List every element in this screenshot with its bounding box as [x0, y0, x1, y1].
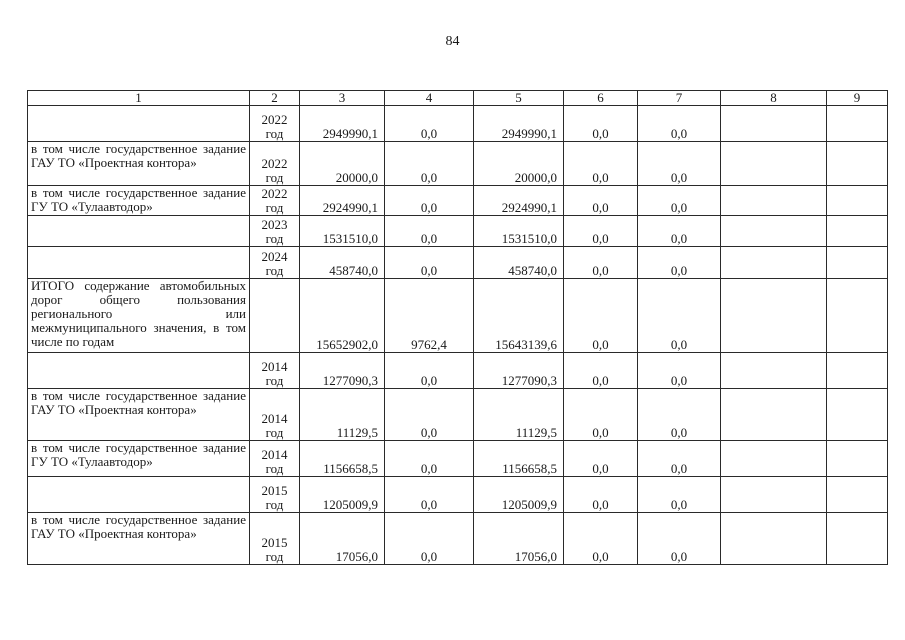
- year-cell: [250, 106, 300, 142]
- column-header: 2: [250, 91, 300, 106]
- amount-total: 1156658,5: [300, 441, 385, 477]
- amount-total: 20000,0: [300, 142, 385, 186]
- year-value: 2024: [261, 249, 288, 264]
- col-9-cell: [827, 441, 888, 477]
- row-description: ИТОГО содержание автомобильных дорог общего пользования регионального или межмуниципального значения, в том числе по годам: [28, 279, 250, 353]
- year-cell: [250, 389, 300, 441]
- amount-federal: 0,0: [385, 106, 474, 142]
- column-header: 5: [474, 91, 564, 106]
- amount-total: 458740,0: [300, 247, 385, 279]
- amount-federal: 0,0: [385, 513, 474, 565]
- amount-federal: 0,0: [385, 247, 474, 279]
- row-description: в том числе государственное задание ГАУ ТО «Проектная контора»: [28, 389, 250, 441]
- amount-municipal: 0,0: [564, 216, 638, 247]
- table-row: [28, 216, 888, 247]
- col-9-cell: [827, 389, 888, 441]
- column-header: 9: [827, 91, 888, 106]
- col-8-cell: [721, 441, 827, 477]
- table-row: [28, 513, 888, 565]
- col-8-cell: [721, 389, 827, 441]
- col-8-cell: [721, 477, 827, 513]
- table-row: [28, 477, 888, 513]
- column-header: 4: [385, 91, 474, 106]
- amount-regional: 1531510,0: [474, 216, 564, 247]
- year-unit: год: [265, 170, 284, 185]
- amount-regional: 20000,0: [474, 142, 564, 186]
- year-value: 2022: [261, 186, 288, 201]
- year-cell: [250, 441, 300, 477]
- col-9-cell: [827, 106, 888, 142]
- column-header: 1: [28, 91, 250, 106]
- col-9-cell: [827, 279, 888, 353]
- year-unit: год: [265, 231, 284, 246]
- table-row: [28, 142, 888, 186]
- year-unit: год: [265, 200, 284, 215]
- row-description: в том числе государственное задание ГУ ТО «Тулаавтодор»: [28, 186, 250, 216]
- column-header: 6: [564, 91, 638, 106]
- amount-total: 2949990,1: [300, 106, 385, 142]
- amount-federal: 0,0: [385, 142, 474, 186]
- amount-other: 0,0: [638, 279, 721, 353]
- amount-regional: 1205009,9: [474, 477, 564, 513]
- amount-total: 11129,5: [300, 389, 385, 441]
- col-9-cell: [827, 353, 888, 389]
- amount-federal: 0,0: [385, 389, 474, 441]
- table-row: [28, 106, 888, 142]
- col-8-cell: [721, 513, 827, 565]
- amount-municipal: 0,0: [564, 477, 638, 513]
- year-unit: год: [265, 373, 284, 388]
- table-row: [28, 247, 888, 279]
- year-cell: [250, 353, 300, 389]
- amount-total: 17056,0: [300, 513, 385, 565]
- amount-regional: 2924990,1: [474, 186, 564, 216]
- row-description: [28, 106, 250, 142]
- year-cell: [250, 279, 300, 353]
- col-8-cell: [721, 142, 827, 186]
- amount-other: 0,0: [638, 389, 721, 441]
- col-9-cell: [827, 186, 888, 216]
- amount-other: 0,0: [638, 216, 721, 247]
- amount-municipal: 0,0: [564, 353, 638, 389]
- amount-other: 0,0: [638, 353, 721, 389]
- column-header: 3: [300, 91, 385, 106]
- col-8-cell: [721, 353, 827, 389]
- year-value: 2015: [261, 483, 288, 498]
- year-unit: год: [265, 263, 284, 278]
- amount-federal: 0,0: [385, 477, 474, 513]
- year-value: 2014: [261, 447, 288, 462]
- table-row: [28, 441, 888, 477]
- amount-municipal: 0,0: [564, 247, 638, 279]
- year-value: 2015: [261, 535, 288, 550]
- column-header: 8: [721, 91, 827, 106]
- year-cell: [250, 216, 300, 247]
- budget-table: [27, 90, 888, 565]
- amount-federal: 0,0: [385, 216, 474, 247]
- year-value: 2014: [261, 359, 288, 374]
- amount-other: 0,0: [638, 247, 721, 279]
- amount-municipal: 0,0: [564, 186, 638, 216]
- amount-municipal: 0,0: [564, 389, 638, 441]
- col-8-cell: [721, 247, 827, 279]
- amount-regional: 458740,0: [474, 247, 564, 279]
- year-unit: год: [265, 425, 284, 440]
- table-row: [28, 353, 888, 389]
- row-description: [28, 353, 250, 389]
- column-header: 7: [638, 91, 721, 106]
- row-description: [28, 247, 250, 279]
- amount-total: 1205009,9: [300, 477, 385, 513]
- amount-other: 0,0: [638, 441, 721, 477]
- amount-regional: 1277090,3: [474, 353, 564, 389]
- year-cell: [250, 513, 300, 565]
- amount-other: 0,0: [638, 106, 721, 142]
- year-cell: [250, 186, 300, 216]
- year-value: 2022: [261, 156, 288, 171]
- page-number: 84: [445, 34, 460, 49]
- amount-other: 0,0: [638, 186, 721, 216]
- amount-regional: 11129,5: [474, 389, 564, 441]
- amount-other: 0,0: [638, 477, 721, 513]
- year-value: 2023: [261, 217, 288, 232]
- table-row: [28, 279, 888, 353]
- year-value: 2022: [261, 112, 288, 127]
- row-description: в том числе государственное задание ГУ ТО «Тулаавтодор»: [28, 441, 250, 477]
- year-unit: год: [265, 497, 284, 512]
- col-9-cell: [827, 142, 888, 186]
- amount-regional: 2949990,1: [474, 106, 564, 142]
- amount-total: 1277090,3: [300, 353, 385, 389]
- year-cell: [250, 247, 300, 279]
- row-description: в том числе государственное задание ГАУ ТО «Проектная контора»: [28, 513, 250, 565]
- amount-other: 0,0: [638, 513, 721, 565]
- year-value: 2014: [261, 411, 288, 426]
- amount-municipal: 0,0: [564, 513, 638, 565]
- table-header-row: [28, 91, 888, 106]
- amount-regional: 1156658,5: [474, 441, 564, 477]
- amount-total: 1531510,0: [300, 216, 385, 247]
- amount-regional: 17056,0: [474, 513, 564, 565]
- amount-other: 0,0: [638, 142, 721, 186]
- col-9-cell: [827, 513, 888, 565]
- row-description: в том числе государственное задание ГАУ ТО «Проектная контора»: [28, 142, 250, 186]
- amount-federal: 0,0: [385, 441, 474, 477]
- table-row: [28, 389, 888, 441]
- row-description: [28, 216, 250, 247]
- col-8-cell: [721, 106, 827, 142]
- year-unit: год: [265, 126, 284, 141]
- col-8-cell: [721, 216, 827, 247]
- amount-federal: 0,0: [385, 353, 474, 389]
- amount-federal: 0,0: [385, 186, 474, 216]
- col-9-cell: [827, 247, 888, 279]
- col-8-cell: [721, 186, 827, 216]
- col-8-cell: [721, 279, 827, 353]
- amount-municipal: 0,0: [564, 142, 638, 186]
- year-unit: год: [265, 461, 284, 476]
- col-9-cell: [827, 216, 888, 247]
- amount-total: 2924990,1: [300, 186, 385, 216]
- amount-regional: 15643139,6: [474, 279, 564, 353]
- amount-total: 15652902,0: [300, 279, 385, 353]
- year-cell: [250, 477, 300, 513]
- table-row: [28, 186, 888, 216]
- amount-federal: 9762,4: [385, 279, 474, 353]
- year-unit: год: [265, 549, 284, 564]
- amount-municipal: 0,0: [564, 441, 638, 477]
- col-9-cell: [827, 477, 888, 513]
- year-cell: [250, 142, 300, 186]
- amount-municipal: 0,0: [564, 279, 638, 353]
- amount-municipal: 0,0: [564, 106, 638, 142]
- row-description: [28, 477, 250, 513]
